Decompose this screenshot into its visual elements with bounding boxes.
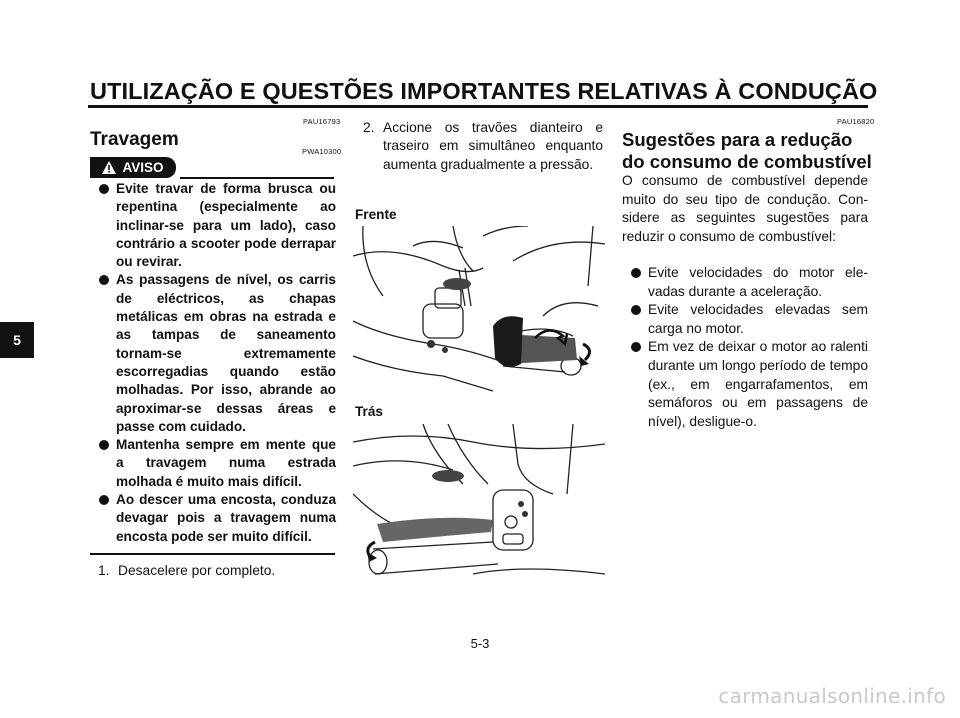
page-header-title: UTILIZAÇÃO E QUESTÕES IMPORTANTES RELATIVAS À CONDUÇÃO (90, 78, 878, 104)
section-heading-travagem: Travagem (90, 129, 179, 150)
step-text: Desacelere por completo. (118, 563, 276, 578)
warning-badge (90, 157, 176, 178)
bullet-icon (99, 184, 109, 194)
warning-item: Ao descer uma encosta, conduza devagar pois a travagem numa encosta pode ser muito difícil. (90, 491, 336, 546)
warning-item: As passagens de nível, os carris de eléctricos, as chapas metálicas em obras na estrada e as tampas de saneamento tornam-se extremamente escorregadias quando estão molhadas. Por isso, abrande ao aproximar-se dessas áreas e passe com cuidado. (90, 271, 336, 436)
warning-label: AVISO (122, 160, 164, 175)
fuel-tip-item: Evite velocidades do motor elevadas durante a aceleração. (622, 264, 868, 301)
warning-triangle-icon (102, 161, 116, 174)
warning-item: Evite travar de forma brusca ou repentina (especialmente ao inclinar-se para um lado), caso contrário a scooter pode derrapar ou revirar. (90, 180, 336, 271)
warning-rule (180, 177, 334, 179)
fuel-tips-list (622, 264, 868, 431)
section-heading-fuel: Sugestões para a redução do consumo de combustível (622, 129, 872, 172)
section-code-fuel: PAU16820 (837, 117, 875, 126)
bullet-icon (99, 440, 109, 450)
front-brake-figure (353, 226, 605, 392)
step-number: 1. (98, 563, 110, 578)
watermark: carmanualsonline.info (718, 684, 946, 708)
section-code: PAU16793 (303, 117, 341, 126)
bullet-icon (631, 305, 641, 315)
figure-label-rear: Trás (355, 404, 383, 419)
fuel-intro-paragraph: O consumo de combustível depende muito do seu tipo de condução. Considere as seguintes sugestões para reduzir o consumo de combustível: (622, 173, 868, 244)
step-2 (363, 119, 603, 174)
warning-end-rule (90, 553, 335, 555)
bullet-icon (99, 275, 109, 285)
header-rule (88, 105, 868, 108)
figure-label-front: Frente (355, 207, 397, 222)
fuel-tip-item: Evite velocidades elevadas sem carga no motor. (622, 301, 868, 338)
step-text: Accione os travões dianteiro e traseiro em simultâneo enquanto aumenta gradualmente a pressão. (383, 120, 603, 172)
rear-brake-figure (353, 424, 605, 590)
step-1 (98, 562, 338, 580)
warning-list (90, 180, 336, 546)
bullet-icon (631, 342, 641, 352)
fuel-tip-item: Em vez de deixar o motor ao ralenti durante um longo período de tempo (ex., em engarrafamentos, em semáforos ou em passagens de nível), desligue-o. (622, 338, 868, 431)
warning-item: Mantenha sempre em mente que a travagem numa estrada molhada é muito mais difícil. (90, 436, 336, 491)
bullet-icon (631, 268, 641, 278)
step-number: 2. (363, 120, 375, 135)
page-number: 5-3 (470, 636, 490, 651)
warning-code: PWA10300 (302, 147, 342, 156)
bullet-icon (99, 495, 109, 505)
chapter-tab: 5 (0, 322, 34, 358)
